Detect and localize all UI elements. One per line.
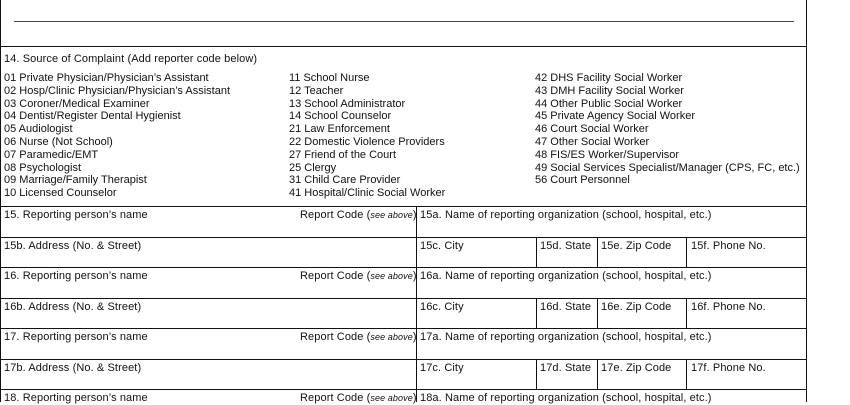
phone-label: 15f. Phone No. — [691, 240, 766, 252]
source-code-item: 27 Friend of the Court — [289, 148, 397, 161]
city-label: 15c. City — [420, 240, 464, 252]
address-label: 16b. Address (No. & Street) — [4, 301, 142, 313]
source-code-item: 10 Licensed Counselor — [4, 187, 117, 200]
source-code-item: 22 Domestic Violence Providers — [289, 135, 445, 148]
section14-title: 14. Source of Complaint (Add reporter code below) — [4, 53, 258, 65]
top-underline — [14, 21, 794, 22]
source-code-item: 45 Private Agency Social Worker — [535, 110, 695, 123]
source-codes-col2 — [289, 72, 445, 200]
source-code-item: 05 Audiologist — [4, 123, 73, 136]
report-code-label: Report Code (see above) — [300, 392, 417, 404]
reporter-name-field[interactable] — [4, 283, 298, 299]
source-codes-col3 — [535, 72, 800, 187]
state-field[interactable] — [540, 314, 598, 329]
organization-field[interactable] — [420, 283, 804, 299]
zip-field[interactable] — [601, 375, 687, 390]
city-field[interactable] — [420, 253, 536, 268]
source-code-item: 13 School Administrator — [289, 97, 406, 110]
source-code-item: 43 DMH Facility Social Worker — [535, 84, 684, 97]
source-code-item: 14 School Counselor — [289, 110, 392, 123]
report-code-label: Report Code (see above) — [300, 331, 417, 343]
row15-top-border — [0, 206, 807, 207]
address-field[interactable] — [4, 375, 416, 390]
reporter-name-label: 17. Reporting person’s name — [4, 331, 148, 343]
source-codes-col1 — [4, 72, 230, 200]
state-field[interactable] — [540, 375, 598, 390]
source-code-item: 41 Hospital/Clinic Social Worker — [289, 187, 446, 200]
report-code-label: Report Code (see above) — [300, 209, 417, 221]
source-code-item: 47 Other Social Worker — [535, 135, 650, 148]
zip-label: 17e. Zip Code — [601, 362, 672, 374]
source-code-item: 01 Private Physician/Physician’s Assistant — [4, 72, 209, 84]
source-code-item: 02 Hosp/Clinic Physician/Physician’s Assistant — [4, 84, 231, 97]
state-label: 17d. State — [540, 362, 592, 374]
city-label: 16c. City — [420, 301, 464, 313]
reporter-name-label: 15. Reporting person’s name — [4, 209, 148, 221]
city-state-divider-15 — [536, 237, 537, 267]
city-state-divider-17 — [536, 359, 537, 389]
organization-label: 17a. Name of reporting organization (school, hospital, etc.) — [420, 331, 712, 343]
source-code-item: 09 Marriage/Family Therapist — [4, 174, 147, 187]
organization-label: 16a. Name of reporting organization (school, hospital, etc.) — [420, 270, 712, 282]
phone-field[interactable] — [691, 314, 807, 329]
zip-label: 15e. Zip Code — [601, 240, 672, 252]
organization-field[interactable] — [420, 222, 804, 238]
report-code-field[interactable] — [300, 222, 416, 238]
address-label: 17b. Address (No. & Street) — [4, 362, 142, 374]
phone-field[interactable] — [691, 253, 807, 268]
state-label: 15d. State — [540, 240, 592, 252]
source-code-item: 49 Social Services Specialist/Manager (CPS, FC, etc.) — [535, 161, 800, 174]
zip-field[interactable] — [601, 253, 687, 268]
state-field[interactable] — [540, 253, 598, 268]
form-left-border — [0, 0, 1, 402]
top-text-field[interactable] — [14, 4, 798, 22]
zip-field[interactable] — [601, 314, 687, 329]
reporter-name-field[interactable] — [4, 344, 298, 360]
city-state-divider-16 — [536, 298, 537, 328]
source-code-item: 44 Other Public Social Worker — [535, 97, 683, 110]
city-field[interactable] — [420, 314, 536, 329]
source-code-item: 04 Dentist/Register Dental Hygienist — [4, 110, 181, 123]
address-field[interactable] — [4, 253, 416, 268]
phone-field[interactable] — [691, 375, 807, 390]
report-code-field[interactable] — [300, 283, 416, 299]
organization-label: 18a. Name of reporting organization (school, hospital, etc.) — [420, 392, 712, 404]
form-right-border — [806, 0, 807, 402]
phone-label: 16f. Phone No. — [691, 301, 766, 313]
report-code-label: Report Code (see above) — [300, 270, 417, 282]
phone-label: 17f. Phone No. — [691, 362, 766, 374]
reporter-name-label: 16. Reporting person’s name — [4, 270, 148, 282]
source-code-item: 31 Child Care Provider — [289, 174, 401, 187]
source-code-item: 08 Psychologist — [4, 161, 82, 174]
source-code-item: 25 Clergy — [289, 161, 337, 174]
source-code-item: 07 Paramedic/EMT — [4, 148, 99, 161]
source-code-item: 06 Nurse (Not School) — [4, 135, 113, 148]
address-label: 15b. Address (No. & Street) — [4, 240, 142, 252]
section13-bottom-border — [0, 46, 807, 47]
source-code-item: 56 Court Personnel — [535, 174, 630, 187]
zip-label: 16e. Zip Code — [601, 301, 672, 313]
center-divider — [416, 206, 417, 402]
source-code-item: 03 Coroner/Medical Examiner — [4, 97, 150, 110]
source-code-item: 21 Law Enforcement — [289, 123, 390, 136]
organization-label: 15a. Name of reporting organization (school, hospital, etc.) — [420, 209, 712, 221]
source-code-item: 46 Court Social Worker — [535, 123, 649, 136]
address-field[interactable] — [4, 314, 416, 329]
city-label: 17c. City — [420, 362, 464, 374]
report-code-field[interactable] — [300, 344, 416, 360]
source-code-item: 42 DHS Facility Social Worker — [535, 72, 683, 84]
source-code-item: 11 School Nurse — [289, 72, 370, 84]
reporter-name-field[interactable] — [4, 222, 298, 238]
reporter-name-label: 18. Reporting person’s name — [4, 392, 148, 404]
city-field[interactable] — [420, 375, 536, 390]
source-code-item: 48 FIS/ES Worker/Supervisor — [535, 148, 680, 161]
source-code-item: 12 Teacher — [289, 84, 344, 97]
state-label: 16d. State — [540, 301, 592, 313]
organization-field[interactable] — [420, 344, 804, 360]
